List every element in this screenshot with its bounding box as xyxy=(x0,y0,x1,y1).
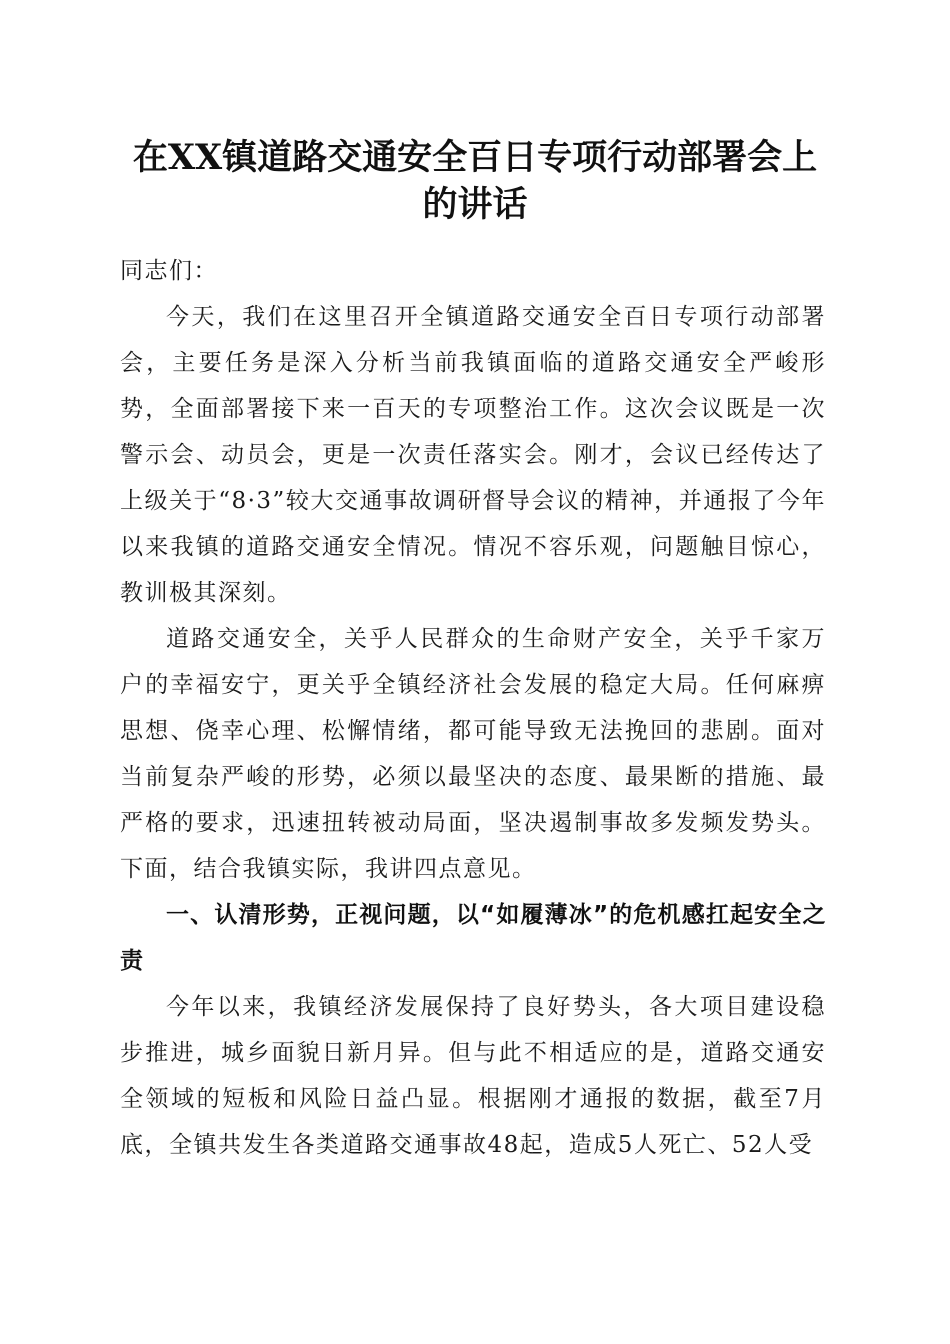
document-title xyxy=(100,134,850,228)
document-body xyxy=(120,248,826,1168)
section-1-paragraph: 今年以来，我镇经济发展保持了良好势头，各大项目建设稳步推进，城乡面貌日新月异。但与此不相适应的是，道路交通安全领域的短板和风险日益凸显。根据刚才通报的数据，截至7月底，全镇共发生各类道路交通事故48起，造成5人死亡、52人受 xyxy=(120,994,826,1158)
greeting: 同志们： xyxy=(120,258,218,284)
section-heading-1: 一、认清形势，正视问题，以“如履薄冰”的危机感扛起安全之责 xyxy=(120,902,826,974)
paragraph-1: 今天，我们在这里召开全镇道路交通安全百日专项行动部署会，主要任务是深入分析当前我镇面临的道路交通安全严峻形势，全面部署接下来一百天的专项整治工作。这次会议既是一次警示会、动员会，更是一次责任落实会。刚才，会议已经传达了上级关于“8·3”较大交通事故调研督导会议的精神，并通报了今年以来我镇的道路交通安全情况。情况不容乐观，问题触目惊心，教训极其深刻。 xyxy=(120,304,826,606)
paragraph-2: 道路交通安全，关乎人民群众的生命财产安全，关乎千家万户的幸福安宁，更关乎全镇经济社会发展的稳定大局。任何麻痹思想、侥幸心理、松懈情绪，都可能导致无法挽回的悲剧。面对当前复杂严峻的形势，必须以最坚决的态度、最果断的措施、最严格的要求，迅速扭转被动局面，坚决遏制事故多发频发势头。下面，结合我镇实际，我讲四点意见。 xyxy=(120,626,826,882)
title-line-1: 在XX镇道路交通安全百日专项行动部署会上 xyxy=(132,137,818,178)
title-line-2: 的讲话 xyxy=(422,184,528,225)
